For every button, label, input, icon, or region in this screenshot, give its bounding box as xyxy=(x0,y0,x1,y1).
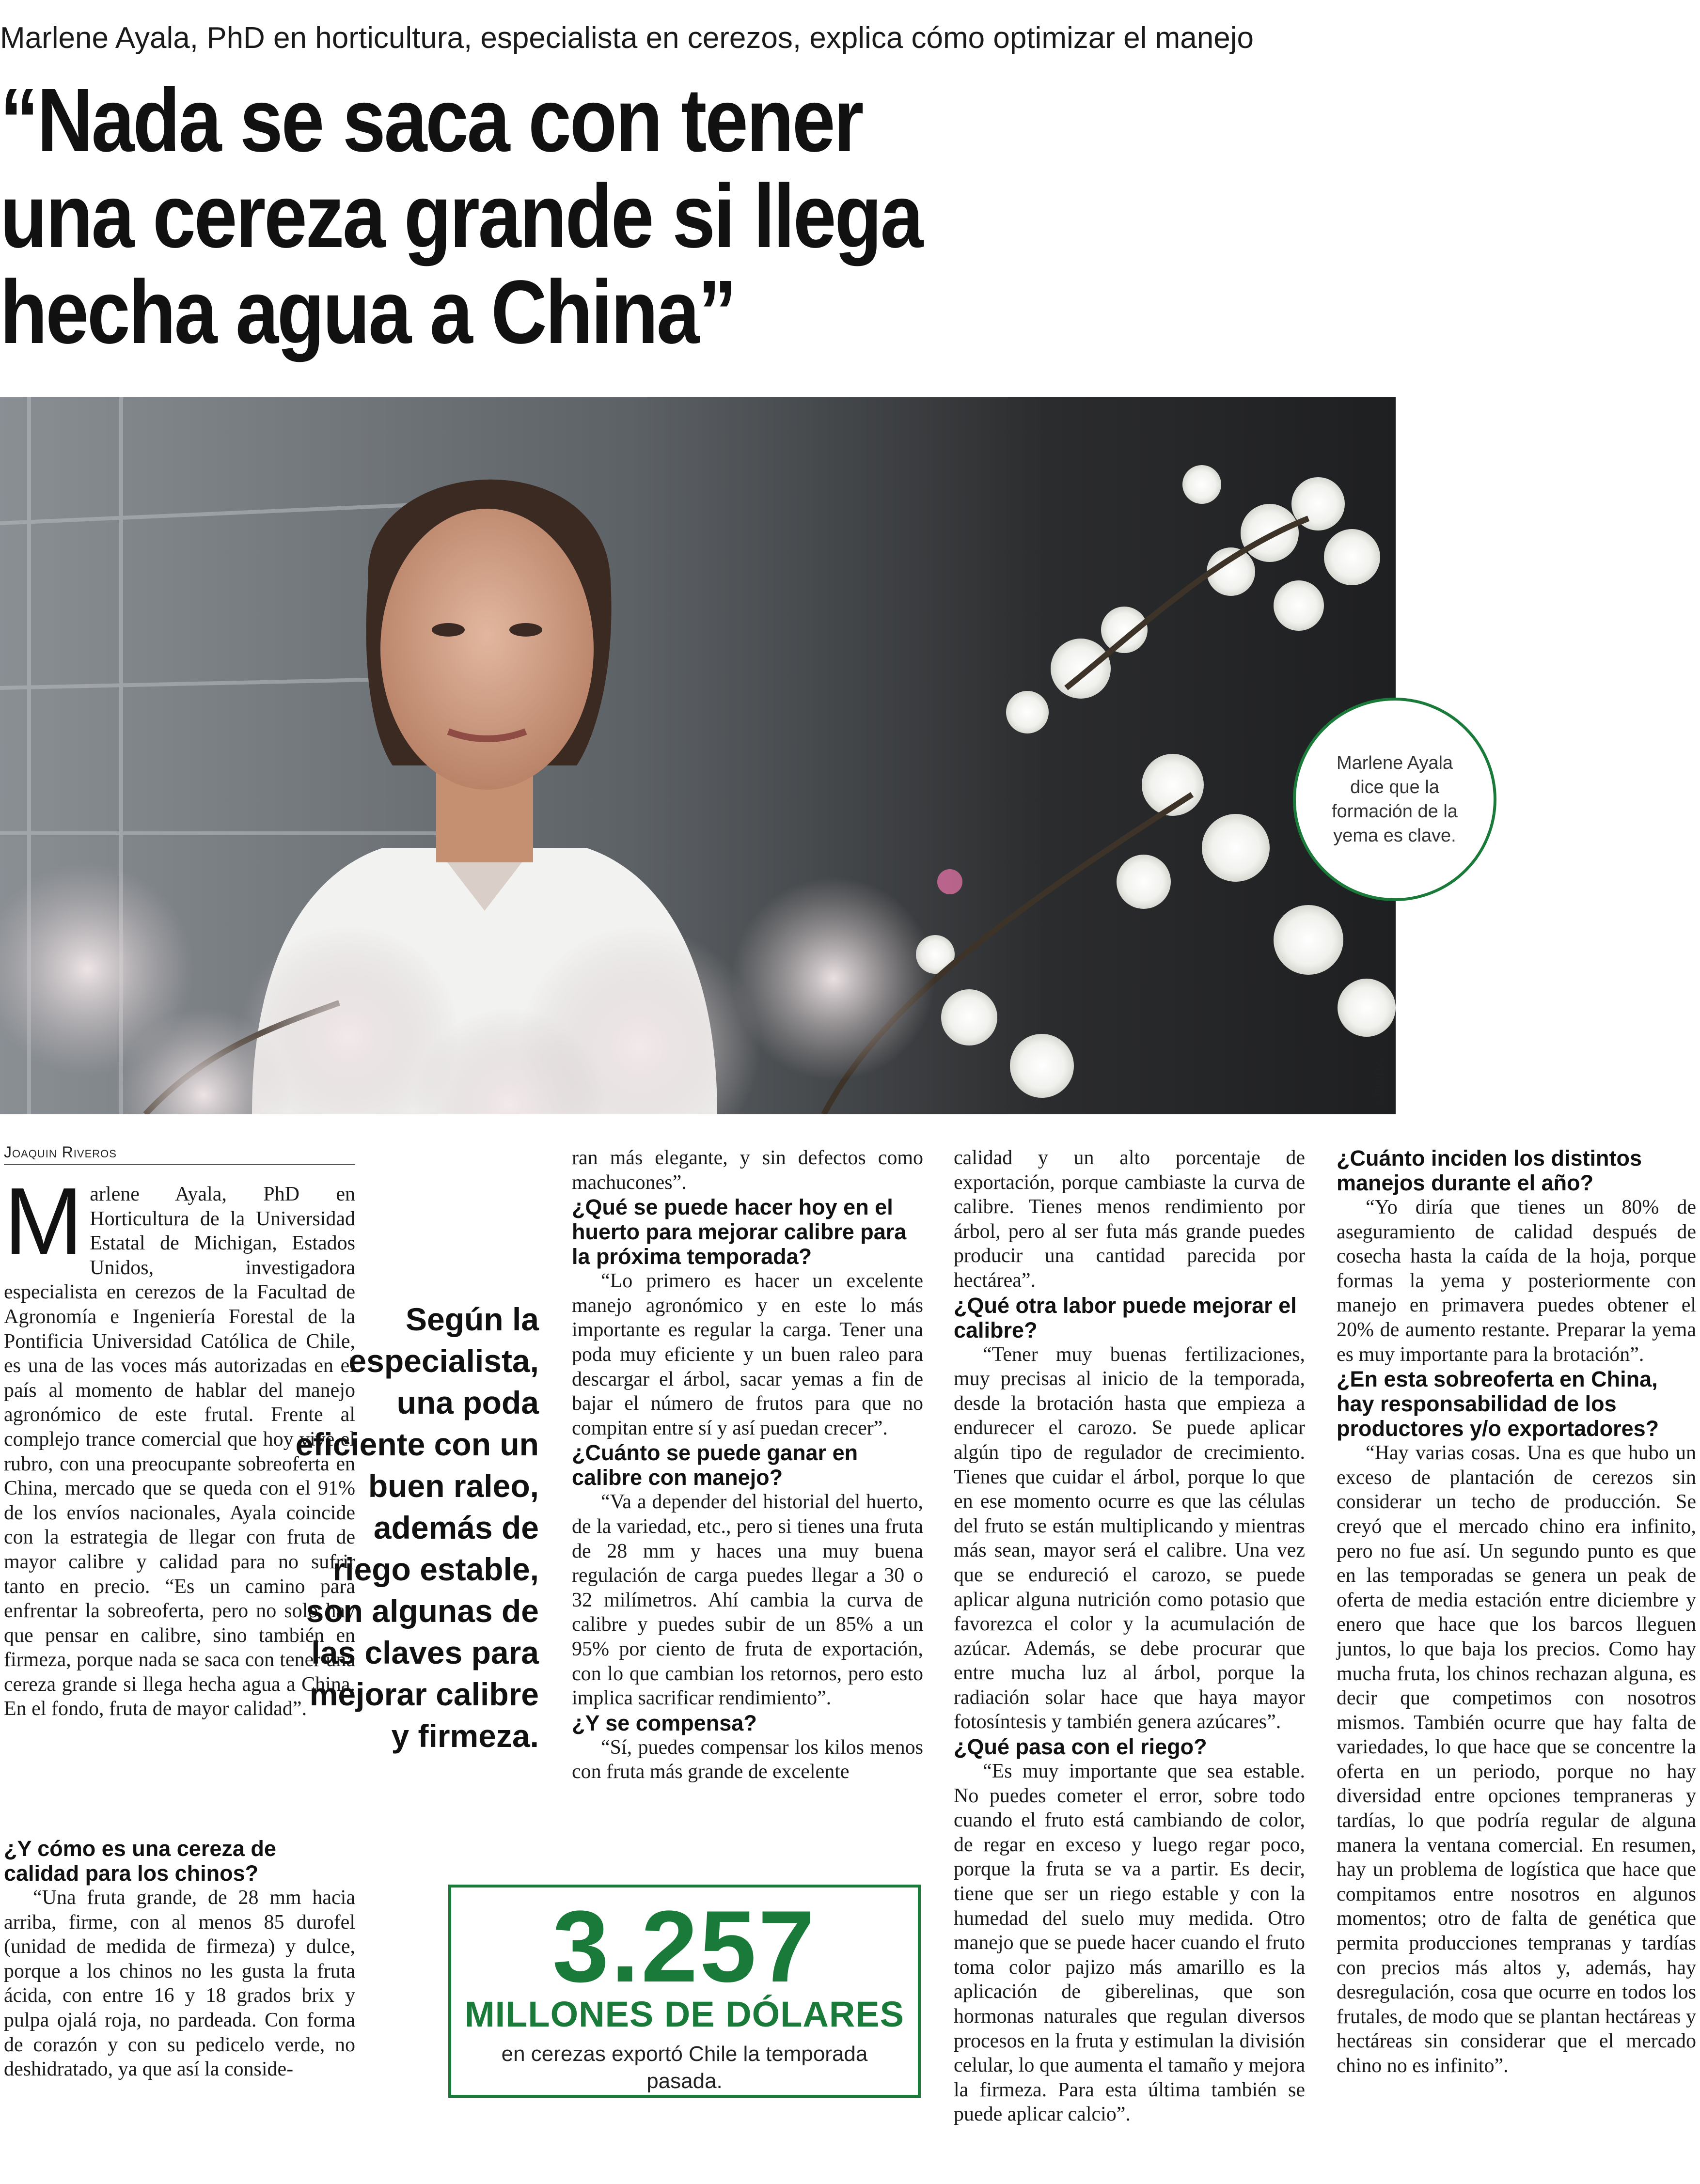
headline-line-1: “Nada se saca con tener xyxy=(0,70,863,171)
question-improve-caliber: ¿Qué se puede hacer hoy en el huerto para mejorar calibre para la próxima temporada? xyxy=(572,1195,907,1269)
eye-right xyxy=(509,623,542,637)
fact-description: en cerezas exportó Chile la temporada pasada. xyxy=(501,2042,868,2093)
column-2 xyxy=(572,1146,923,1784)
byline: Joaquin Riveros xyxy=(4,1143,355,1165)
face xyxy=(380,509,594,790)
answer-how-much-caliber: “Va a depender del historial del huerto, de la variedad, etc., pero si tienes una fruta de 28 mm y haces una muy buena regulación de carga puedes llegar a 30 o 32 milímetros. Ahí cambia la curva de calibre y puedes subir de un 85% a un 95% por ciento de fruta de exportación, con lo que cambian los retornos, pero esto implica sacrificar rendimiento”. xyxy=(572,1491,923,1710)
photo-caption xyxy=(1293,698,1496,901)
fact-unit: MILLONES DE DÓLARES xyxy=(464,1994,905,2034)
question-quality: ¿Y cómo es una cereza de calidad para los chinos? xyxy=(4,1836,276,1886)
question-compensate: ¿Y se compensa? xyxy=(572,1710,757,1735)
question-responsibility: ¿En esta sobreoferta en China, hay responsabilidad de los productores y/o exportadores? xyxy=(1337,1367,1659,1441)
photo-caption-text: Marlene Ayala dice que la formación de la yema es clave. xyxy=(1332,753,1458,846)
answer-irrigation: “Es muy importante que sea estable. No puedes cometer el error, sobre todo cuando el fruto está cambiando de color, de regar en exceso y luego regar poco, porque la fruta se va a partir. Es decir, tiene que ser un riego estable y con la humedad del suelo muy medida. Otro manejo que se puede hacer cuando el fruto toma color pajizo más amarillo es la aplicación de giberelinas, que son hormonas naturales que regulan diversos procesos en la fruta y estimulan la división celular, lo que aumenta el tamaño y mejora la firmeza. Para esta última también se puede aplicar calcio”. xyxy=(954,1760,1305,2126)
photo-illustration xyxy=(0,397,1396,1114)
column-3 xyxy=(954,1146,1305,2127)
fact-number: 3.257 xyxy=(552,1889,817,2003)
question-irrigation: ¿Qué pasa con el riego? xyxy=(954,1734,1207,1760)
question-yearly-management: ¿Cuánto inciden los distintos manejos durante el año? xyxy=(1337,1146,1642,1195)
pull-quote: Según la especialista, una poda eficiente con un buen raleo, además de riego estable, son algunas de las claves para mejorar calibre y firmeza. xyxy=(295,1301,539,1754)
column-1-continued xyxy=(4,1836,355,2082)
answer-quality: “Una fruta grande, de 28 mm hacia arriba, firme, con al menos 85 durofel (unidad de medida de firmeza) y dulce, porque a los chinos no les gusta la fruta ácida, con entre 16 y 18 grados brix y pulpa ojalá roja, no pardeada. Con forma de corazón y con su pedicelo verde, no deshidratado, ya que así la conside- xyxy=(4,1887,355,2081)
kicker: Marlene Ayala, PhD en horticultura, especialista en cerezos, explica cómo optimizar el manejo xyxy=(0,21,1254,55)
answer-compensate: “Sí, puedes compensar los kilos menos con fruta más grande de excelente xyxy=(572,1736,923,1783)
pink-flower xyxy=(937,869,962,894)
portrait-photo xyxy=(0,397,1396,1114)
question-other-labor: ¿Qué otra labor puede mejorar el calibre? xyxy=(954,1293,1297,1342)
photo-credit: CEDIDA xyxy=(1373,1058,1385,1105)
answer-other-labor: “Tener muy buenas fertilizaciones, muy precisas al inicio de la temporada, desde la brotación hasta que empieza a endurecer el carozo. Se puede aplicar algún tipo de regulador de crecimiento. Tienes que cuidar el árbol, porque lo que en ese momento ocurre es que las células del fruto se están multiplicando y mientras más sean, mayor será el calibre. Una vez que se endureció el carozo, se puede aplicar alguna nutrición como potasio que favorezca el color y la acumulación de azúcar. Además, se debe procurar que entre mucha luz al árbol, porque la radiación solar hace que haya mayor fotosíntesis y también genera azúcares”. xyxy=(954,1343,1305,1733)
question-how-much-caliber: ¿Cuánto se puede ganar en calibre con manejo? xyxy=(572,1440,858,1490)
eye-left xyxy=(432,623,465,637)
answer-improve-caliber: “Lo primero es hacer un excelente manejo agronómico y en este lo más importante es regular la carga. Tener una poda muy eficiente y un buen raleo para descargar el árbol, sacar yemas a fin de bajar el número de frutos para que no compitan entre sí y así puedan crecer”. xyxy=(572,1270,923,1439)
lead-text: arlene Ayala, PhD en Horticultura de la Universidad Estatal de Michigan, Estados Unidos, investigadora especialista en cerezos de la Facultad de Agronomía e Ingeniería Forestal de la Pontificia Universidad Católica de Chile, es una de las voces más autorizadas en el país al momento de hablar del manejo agronómico de este frutal. Frente al complejo trance comercial que hoy vive el rubro, con una preocupante sobreoferta en China, mercado que se queda con el 91% de los envíos nacionales, Ayala coincide con la estrategia de llegar con fruta de mayor calibre y calidad para no sufrir tanto en precio. “Es un camino para enfrentar la sobreoferta, pero no solo hay que pensar en calibre, sino también en firmeza, porque nada se saca con tener una cereza grande si llega hecha agua a China. En el fondo, fruta de mayor calidad”. xyxy=(4,1183,355,1720)
headline-line-2: una cereza grande si llega xyxy=(0,166,922,266)
continued-text: calidad y un alto porcentaje de exportación, porque cambiaste la curva de calibre. Tienes menos rendimiento por árbol, pero al ser futa más grande puedes producir una cantidad parecida por hectárea”. xyxy=(954,1147,1305,1292)
continued-text: ran más elegante, y sin defectos como machucones”. xyxy=(572,1147,923,1194)
fact-box xyxy=(448,1885,921,2098)
headline xyxy=(0,70,959,362)
drop-cap: M xyxy=(4,1168,83,1274)
answer-responsibility: “Hay varias cosas. Una es que hubo un exceso de plantación de cerezos sin considerar un techo de producción. Se creyó que el mercado chino era infinito, pero no fue así. Un segundo punto es que en las temporadas se genera un peak de oferta de media estación entre diciembre y enero que hace que los barcos lleguen juntos, lo que baja los precios. Como hay mucha fruta, los chinos rechazan alguna, es decir que competimos con nosotros mismos. También ocurre que hay falta de variedades, lo que hace que se concentre la oferta en un periodo, porque no hay diversidad entre opciones tempraneras y tardías, lo que podría regular de alguna manera la ventana comercial. En resumen, hay un problema de logística que hace que compitamos entre nosotros en algunos momentos; otro de falta de genética que permita producciones tempranas y tardías con precios más altos y, además, hay desregulación, cosa que ocurre en todos los frutales, de modo que se plantan hectáreas y hectáreas sin considerar que el mercado chino no es infinito”. xyxy=(1337,1442,1696,2077)
column-4 xyxy=(1337,1146,1696,2078)
headline-line-3: hecha agua a China” xyxy=(0,262,735,362)
answer-yearly-management: “Yo diría que tienes un 80% de aseguramiento de calidad después de cosecha hasta la caída de la hoja, porque formas la yema y posteriormente con manejo en primavera puedes obtener el 20% de aumento restante. Preparar la yema es muy importante para la brotación”. xyxy=(1337,1196,1696,1366)
